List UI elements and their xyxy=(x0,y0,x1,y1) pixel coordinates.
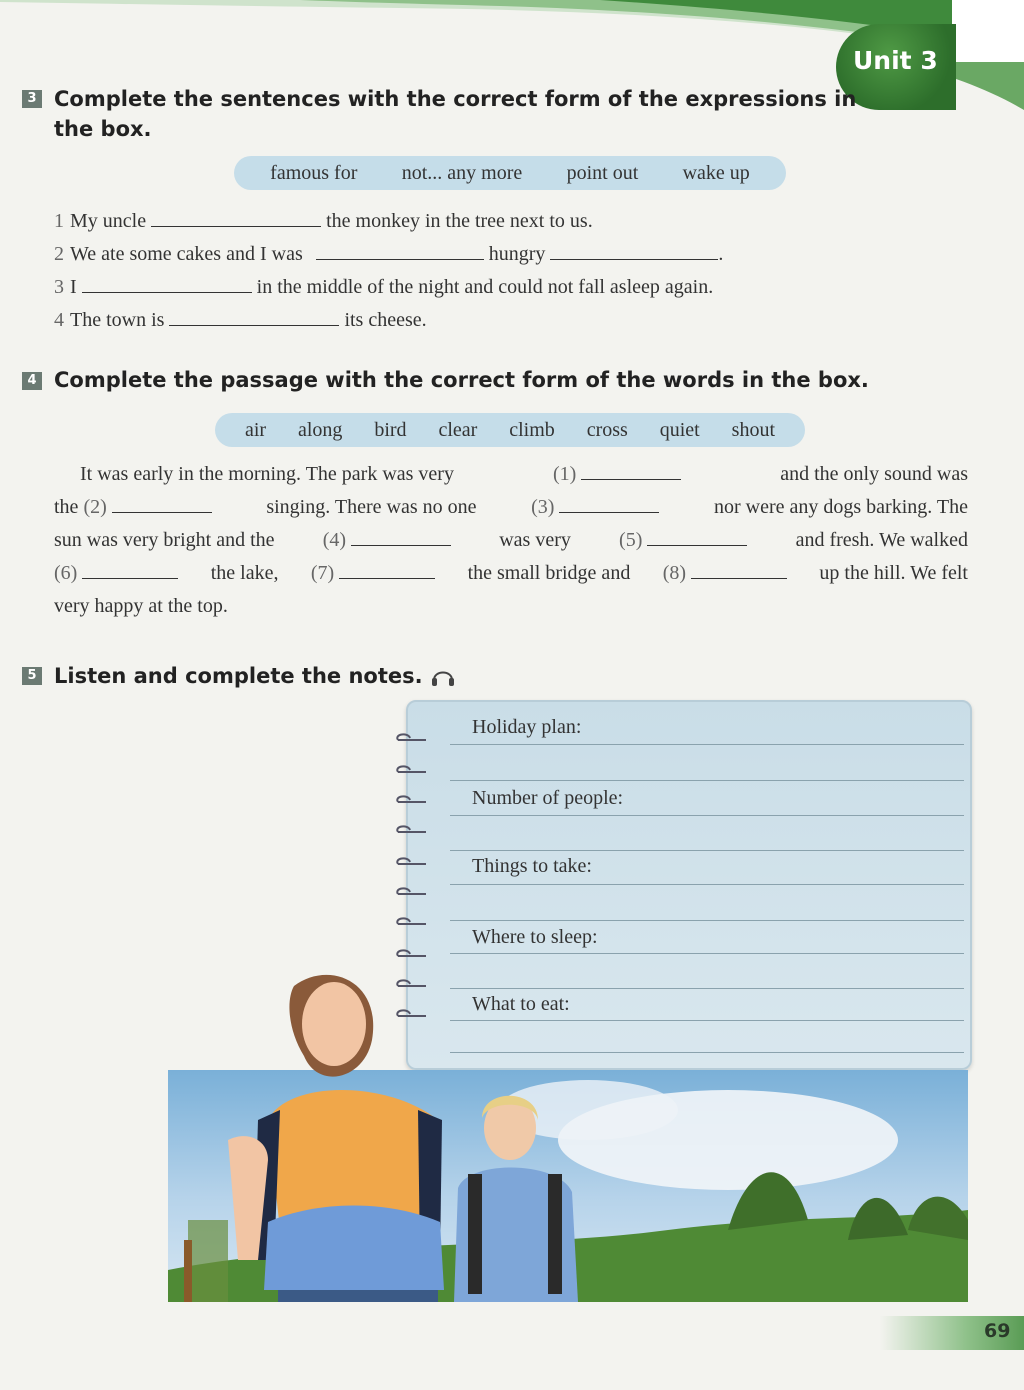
answer-blank[interactable] xyxy=(691,564,787,579)
note-label-holiday-plan: Holiday plan: xyxy=(472,716,582,738)
answer-blank[interactable] xyxy=(82,564,178,579)
box-word: climb xyxy=(509,418,555,441)
note-line[interactable] xyxy=(450,780,964,781)
box-word: point out xyxy=(566,161,639,184)
box-word: quiet xyxy=(659,418,700,441)
box-word: along xyxy=(297,418,343,441)
note-line[interactable] xyxy=(450,744,964,745)
box-word: famous for xyxy=(270,161,358,184)
note-label-number-of-people: Number of people: xyxy=(472,787,624,809)
note-label-things-to-take: Things to take: xyxy=(472,855,592,877)
note-line[interactable] xyxy=(450,953,964,954)
box-word: cross xyxy=(586,418,628,441)
answer-blank[interactable] xyxy=(559,498,659,513)
box-word: wake up xyxy=(682,161,750,184)
sentence-3: 3 I in the middle of the night and could not fall asleep again. xyxy=(54,276,714,298)
answer-blank[interactable] xyxy=(581,465,681,480)
passage-line-4: (6) the lake, (7) the small bridge and (8) up the hill. We felt xyxy=(54,562,968,584)
corner-blank xyxy=(952,0,1024,62)
hiker-front xyxy=(184,975,444,1302)
box-word: not... any more xyxy=(401,161,523,184)
sentence-2: 2 We ate some cakes and I was hungry . xyxy=(54,243,724,265)
answer-blank[interactable] xyxy=(169,311,339,326)
page-number: 69 xyxy=(984,1320,1011,1342)
note-label-where-to-sleep: Where to sleep: xyxy=(472,926,598,948)
headphones-icon xyxy=(430,664,456,688)
passage-line-2: the (2) singing. There was no one (3) nor were any dogs barking. The xyxy=(54,496,968,518)
answer-blank[interactable] xyxy=(339,564,435,579)
exercise-5-number: 5 xyxy=(22,667,42,685)
box-word: shout xyxy=(731,418,776,441)
box-word: clear xyxy=(438,418,478,441)
exercise-3-number: 3 xyxy=(22,90,42,108)
box-word: air xyxy=(244,418,267,441)
unit-label: Unit 3 xyxy=(853,46,938,75)
note-label-what-to-eat: What to eat: xyxy=(472,993,570,1015)
hiker-back xyxy=(454,1096,578,1302)
note-line[interactable] xyxy=(450,884,964,885)
note-line[interactable] xyxy=(450,850,964,851)
passage-line-1: It was early in the morning. The park was very (1) and the only sound was xyxy=(80,463,968,485)
answer-blank[interactable] xyxy=(647,531,747,546)
answer-blank[interactable] xyxy=(112,498,212,513)
word-box xyxy=(215,413,805,447)
answer-blank[interactable] xyxy=(151,212,321,227)
note-line[interactable] xyxy=(450,920,964,921)
answer-blank[interactable] xyxy=(550,245,718,260)
sentence-1: 1 My uncle the monkey in the tree next to us. xyxy=(54,210,593,232)
box-word: bird xyxy=(374,418,407,441)
sentence-4: 4 The town is its cheese. xyxy=(54,309,427,331)
exercise-4-instruction: Complete the passage with the correct form of the words in the box. xyxy=(54,368,869,392)
hikers-figures xyxy=(168,960,628,1302)
answer-blank[interactable] xyxy=(316,245,484,260)
exercise-4-number: 4 xyxy=(22,372,42,390)
exercise-3-instruction-line1: Complete the sentences with the correct form of the expressions in xyxy=(54,87,857,111)
answer-blank[interactable] xyxy=(82,278,252,293)
answer-blank[interactable] xyxy=(351,531,451,546)
expression-box xyxy=(234,156,786,190)
exercise-3-instruction-line2: the box. xyxy=(54,117,152,141)
passage-line-5: very happy at the top. xyxy=(54,595,228,617)
passage-line-3: sun was very bright and the (4) was very (5) and fresh. We walked xyxy=(54,529,968,551)
note-line[interactable] xyxy=(450,815,964,816)
exercise-5-instruction: Listen and complete the notes. xyxy=(54,664,423,688)
